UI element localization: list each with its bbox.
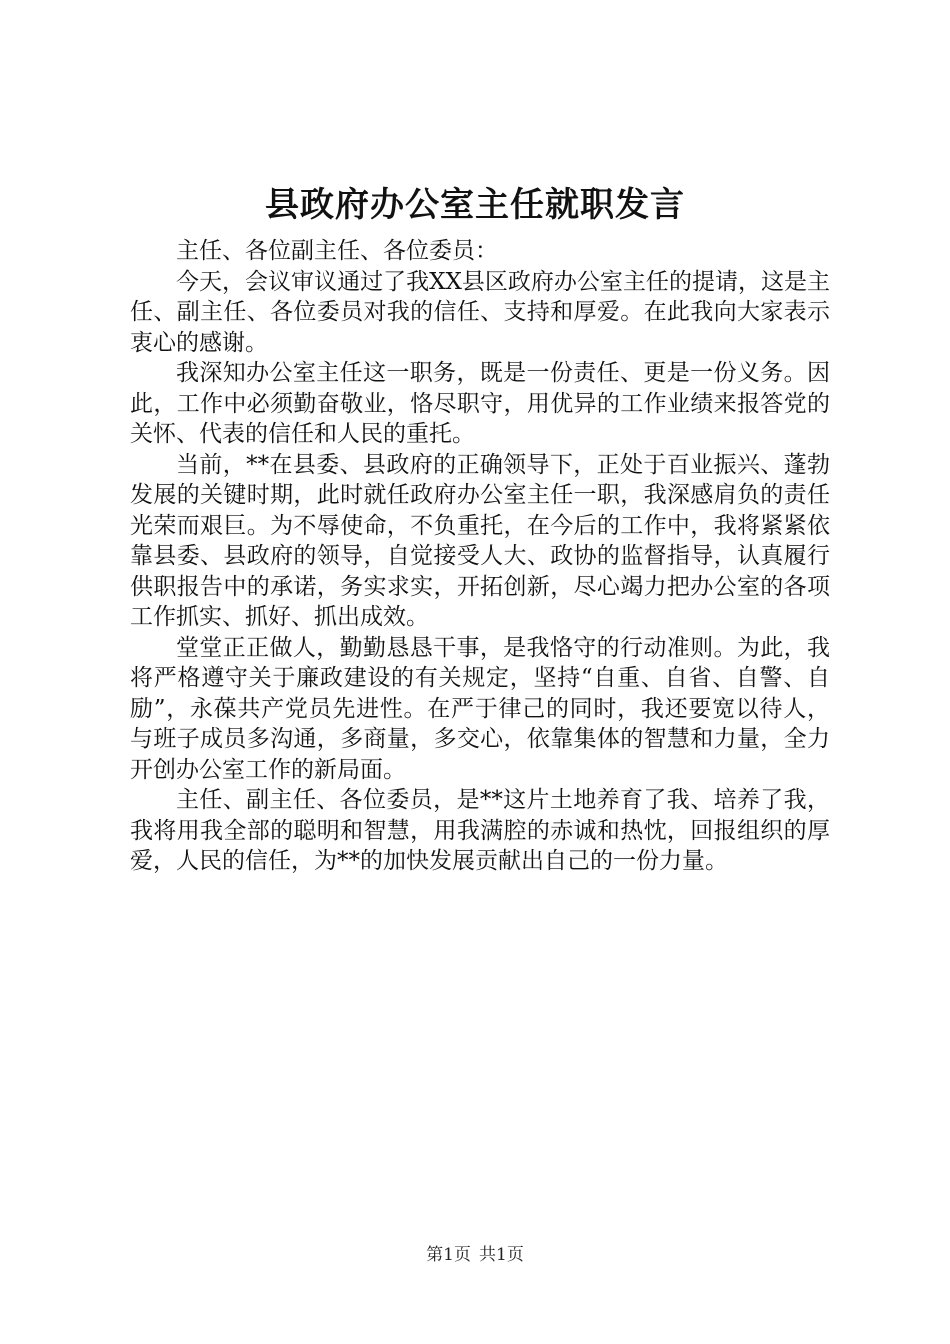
page-total: 共1页 <box>479 1245 524 1265</box>
paragraph-5: 主任、副主任、各位委员，是**这片土地养育了我、培养了我，我将用我全部的聪明和智慧，用我满腔的赤诚和热忱，回报组织的厚爱，人民的信任，为**的加快发展贡献出自己的一份力量。 <box>130 787 830 874</box>
paragraph-3: 当前，**在县委、县政府的正确领导下，正处于百业振兴、蓬勃发展的关键时期，此时就任政府办公室主任一职，我深感肩负的责任光荣而艰巨。为不辱使命，不负重托，在今后的工作中，我将紧紧依靠县委、县政府的领导，自觉接受人大、政协的监督指导，认真履行供职报告中的承诺，务实求实，开拓创新，尽心竭力把办公室的各项工作抓实、抓好、抓出成效。 <box>130 451 830 630</box>
paragraph-1: 今天，会议审议通过了我XX县区政府办公室主任的提请，这是主任、副主任、各位委员对我的信任、支持和厚爱。在此我向大家表示衷心的感谢。 <box>130 268 830 356</box>
document-title: 县政府办公室主任就职发言 <box>265 185 685 225</box>
paragraph-2: 我深知办公室主任这一职务，既是一份责任、更是一份义务。因此，工作中必须勤奋敬业，恪尽职守，用优异的工作业绩来报答党的关怀、代表的信任和人民的重托。 <box>130 360 830 447</box>
document-body <box>130 236 830 877</box>
salutation: 主任、各位副主任、各位委员： <box>176 238 498 264</box>
page-number: 第1页 <box>426 1245 471 1265</box>
page-footer <box>0 1244 950 1266</box>
paragraph-4: 堂堂正正做人，勤勤恳恳干事，是我恪守的行动准则。为此，我将严格遵守关于廉政建设的有关规定，坚持“自重、自省、自警、自励”，永葆共产党员先进性。在严于律己的同时，我还要宽以待人，与班子成员多沟通，多商量，多交心，依靠集体的智慧和力量，全力开创办公室工作的新局面。 <box>130 634 830 783</box>
